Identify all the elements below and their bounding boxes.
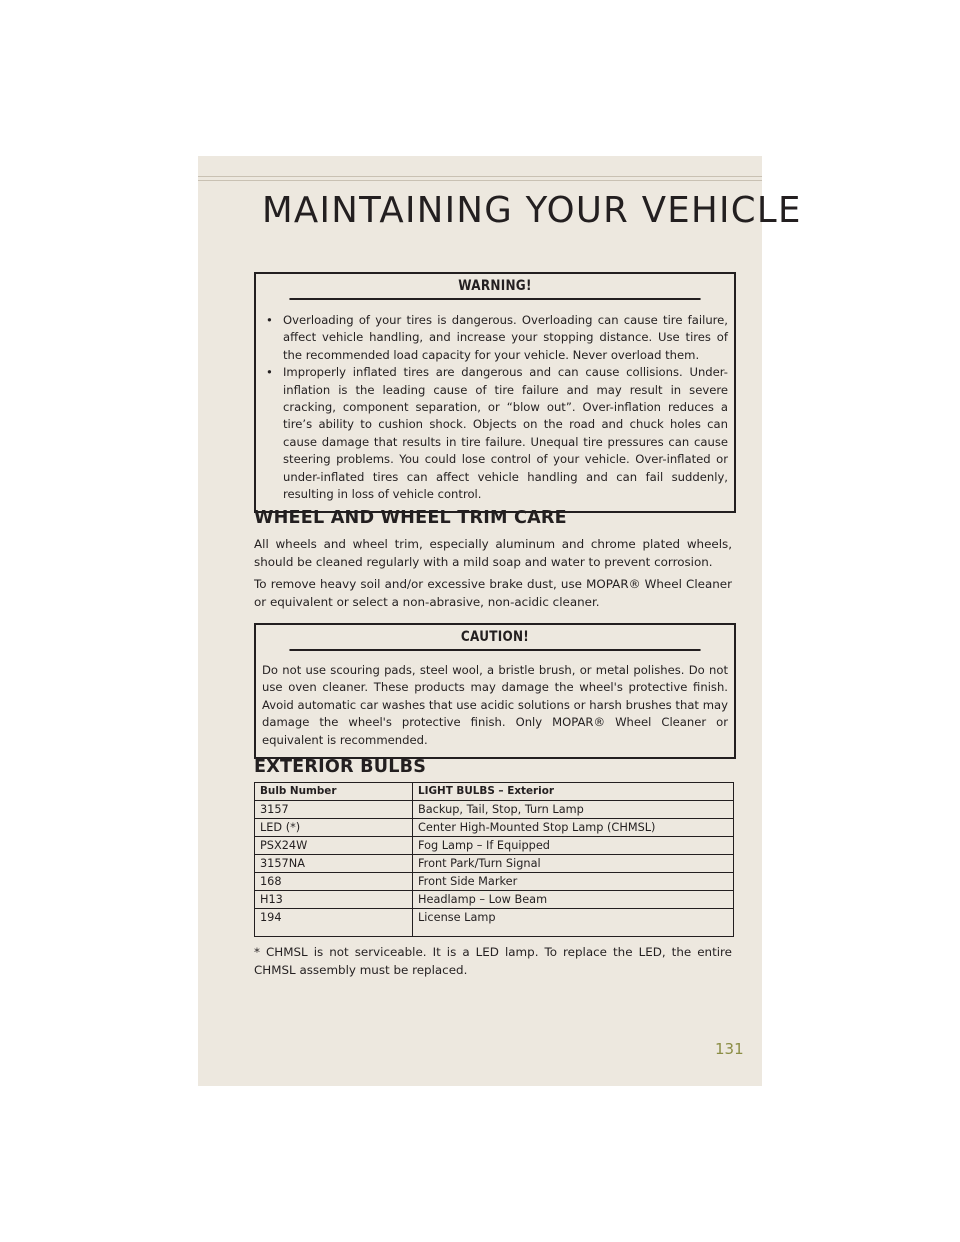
wheel-section-heading: WHEEL AND WHEEL TRIM CARE	[254, 508, 567, 528]
table-row	[255, 873, 734, 891]
warning-box	[254, 272, 736, 513]
bulbs-footnote: * CHMSL is not serviceable. It is a LED lamp. To replace the LED, the entire CHMSL assembly must be replaced.	[254, 945, 732, 977]
table-header-bulb-number: Bulb Number	[255, 783, 413, 801]
warning-item-text: Overloading of your tires is dangerous. Overloading can cause tire failure, affect vehicle handling, and increase your stopping distance. Use tires of the recommended load capacity for your vehicle. Never overload them.	[283, 313, 728, 362]
warning-list	[256, 300, 734, 511]
warning-heading: WARNING!	[289, 274, 700, 300]
bullet-icon: •	[266, 365, 273, 380]
bulb-description-cell: License Lamp	[413, 909, 734, 937]
bulb-table	[254, 782, 734, 937]
bulb-number-cell: PSX24W	[255, 837, 413, 855]
bulb-description-cell: Front Side Marker	[413, 873, 734, 891]
bullet-icon: •	[266, 313, 273, 327]
table-row	[255, 855, 734, 873]
table-header-light-bulbs: LIGHT BULBS – Exterior	[413, 783, 734, 801]
page-number: 131	[715, 1040, 744, 1058]
wheel-paragraph: To remove heavy soil and/or excessive brake dust, use MOPAR® Wheel Cleaner or equivalent or select a non-abrasive, non-acidic cleaner.	[254, 577, 732, 609]
warning-item	[262, 312, 728, 364]
bulb-number-cell: 168	[255, 873, 413, 891]
caution-text: Do not use scouring pads, steel wool, a bristle brush, or metal polishes. Do not use oven cleaner. These products may damage the wheel's protective finish. Avoid automatic car washes that use acidic solutions or harsh brushes that may damage the wheel's protective finish. Only MOPAR® Wheel Cleaner or equivalent is recommended.	[262, 663, 728, 747]
caution-box	[254, 623, 736, 759]
wheel-paragraph: All wheels and wheel trim, especially aluminum and chrome plated wheels, should be cleaned regularly with a mild soap and water to prevent corrosion.	[254, 537, 732, 569]
table-header-row	[255, 783, 734, 801]
bulb-number-cell: H13	[255, 891, 413, 909]
bulb-description-cell: Backup, Tail, Stop, Turn Lamp	[413, 801, 734, 819]
warning-item-text: Improperly inflated tires are dangerous and can cause collisions. Under-inflation is the leading cause of tire failure and may result in severe cracking, component separation, or “blow out”. Over-inflation reduces a tire’s ability to cushion shock. Objects on the road and chuck holes can cause damage that results in tire failure. Unequal tire pressures can cause steering problems. You could lose control of your vehicle. Over-inflated or under-inflated tires can affect vehicle handling and can fail suddenly, resulting in loss of vehicle control.	[283, 365, 728, 502]
bulbs-section-heading: EXTERIOR BULBS	[254, 757, 427, 777]
table-row	[255, 891, 734, 909]
table-row	[255, 801, 734, 819]
table-row	[255, 909, 734, 937]
warning-item	[262, 364, 728, 503]
caution-heading: CAUTION!	[289, 625, 700, 651]
chapter-title: MAINTAINING YOUR VEHICLE	[262, 190, 802, 231]
bulb-number-cell: 3157NA	[255, 855, 413, 873]
table-row	[255, 837, 734, 855]
bulb-description-cell: Front Park/Turn Signal	[413, 855, 734, 873]
bulb-description-cell: Center High-Mounted Stop Lamp (CHMSL)	[413, 819, 734, 837]
header-rule	[198, 176, 762, 177]
bulb-number-cell: 3157	[255, 801, 413, 819]
manual-page	[198, 156, 802, 1086]
bulb-description-cell: Fog Lamp – If Equipped	[413, 837, 734, 855]
bulb-number-cell: LED (*)	[255, 819, 413, 837]
bulb-description-cell: Headlamp – Low Beam	[413, 891, 734, 909]
header-rule-secondary	[198, 180, 762, 181]
table-row	[255, 819, 734, 837]
bulb-number-cell: 194	[255, 909, 413, 937]
